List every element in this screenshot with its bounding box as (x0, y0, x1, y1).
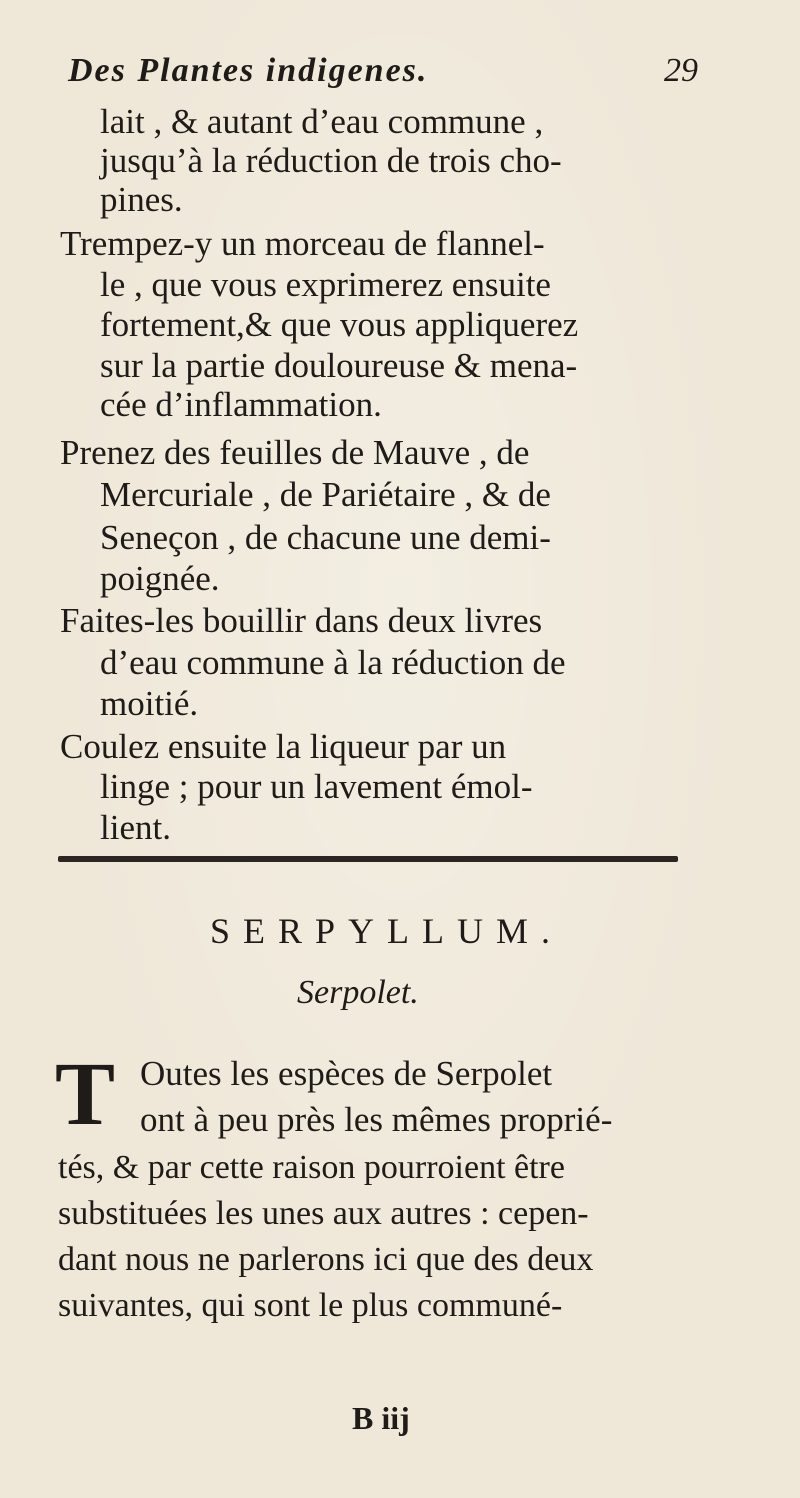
paragraph-line: tés, & par cette raison pourroient être (58, 1149, 565, 1186)
section-subtitle: Serpolet. (297, 974, 419, 1011)
paragraph-line: Outes les espèces de Serpolet (140, 1054, 553, 1093)
paragraph-line: suivantes, qui sont le plus communé- (58, 1287, 563, 1324)
text-line: Trempez-y un morceau de flannel- (60, 224, 545, 263)
signature-mark: B iij (352, 1400, 410, 1436)
section-divider-rule (58, 856, 678, 862)
paragraph-line: ont à peu près les mêmes proprié- (140, 1100, 613, 1139)
text-line: Coulez ensuite la liqueur par un (60, 727, 507, 766)
text-line: pines. (100, 180, 183, 219)
text-line: Mercuriale , de Pariétaire , & de (100, 475, 551, 514)
section-title: SERPYLLUM. (210, 911, 564, 951)
text-line: jusqu’à la réduction de trois cho- (100, 141, 562, 180)
text-line: le , que vous exprimerez ensuite (100, 265, 551, 304)
text-line: poignée. (100, 559, 220, 598)
text-line: Faites-les bouillir dans deux livres (60, 601, 543, 640)
paragraph-line: dant nous ne parlerons ici que des deux (58, 1241, 594, 1278)
text-line: sur la partie douloureuse & mena- (100, 346, 578, 385)
page-header (68, 52, 698, 100)
text-line: fortement,& que vous appliquerez (100, 305, 579, 344)
text-line: d’eau commune à la réduction de (100, 643, 566, 682)
text-line: linge ; pour un lavement émol- (100, 767, 533, 806)
text-line: lait , & autant d’eau commune , (100, 102, 544, 141)
text-line: Seneçon , de chacune une demi- (100, 518, 551, 557)
text-line: Prenez des feuilles de Mauve , de (60, 433, 530, 472)
paragraph-line: substituées les unes aux autres : cepen- (58, 1195, 589, 1232)
text-line: lient. (100, 808, 171, 847)
drop-cap-letter: T (55, 1045, 116, 1144)
text-line: moitié. (100, 684, 199, 723)
text-line: cée d’inflammation. (100, 385, 382, 424)
running-title: Des Plantes indigenes. (68, 52, 429, 89)
page-number: 29 (664, 52, 698, 89)
